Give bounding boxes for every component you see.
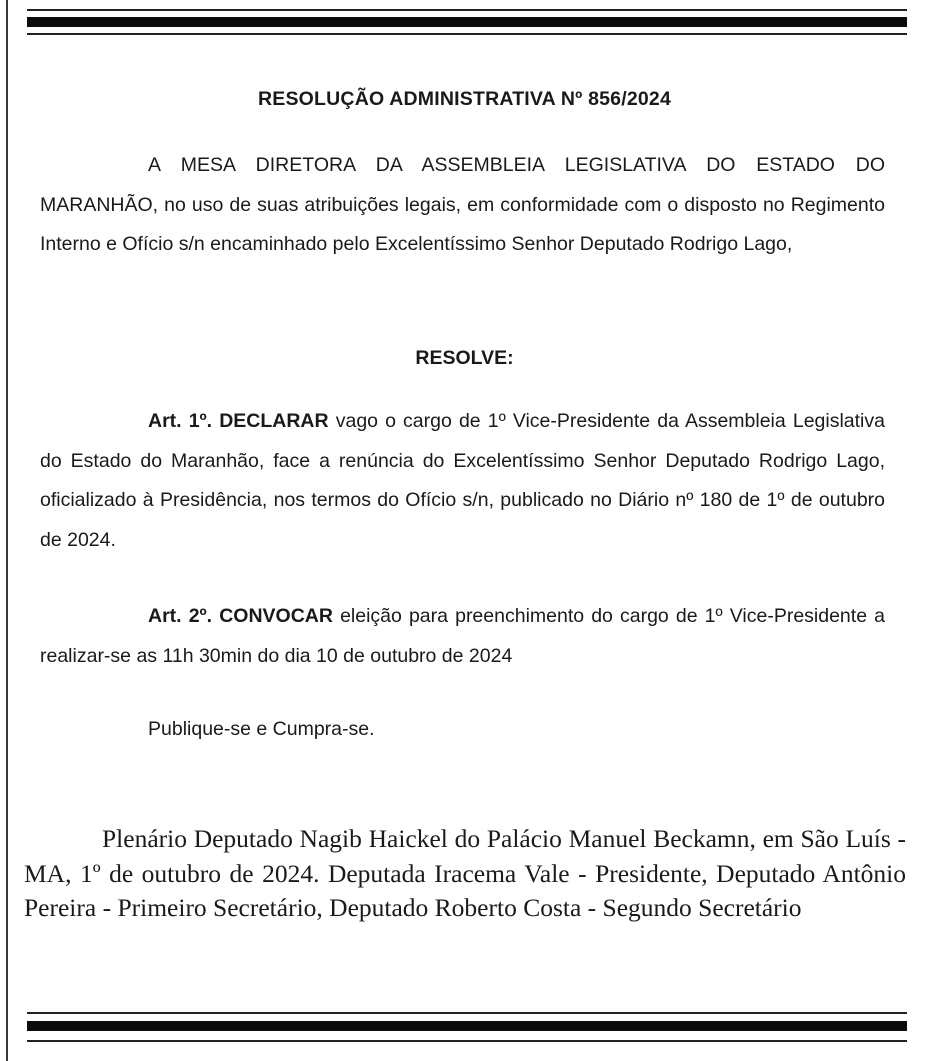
article-1-label: Art. 1º.: [148, 410, 213, 432]
article-1: [40, 402, 885, 560]
resolution-title: RESOLUÇÃO ADMINISTRATIVA Nº 856/2024: [257, 88, 672, 110]
top-rule-thin: [27, 9, 907, 11]
article-2-verb: CONVOCAR: [219, 605, 333, 627]
article-1-text: vago o cargo de 1º Vice-Presidente da Assembleia Legislativa do Estado do Maranhão, face a renúncia do Excelentíssimo Senhor Deputado Rodrigo Lago, oficializado à Presidência, nos termos do Ofício s/n, publicado no Diário nº 180 de 1º de outubro de 2024.: [40, 410, 885, 551]
bottom-rule-thick: [27, 1021, 907, 1031]
signature-block: Plenário Deputado Nagib Haickel do Palácio Manuel Beckamn, em São Luís - MA, 1º de outubro de 2024. Deputada Iracema Vale - Presidente, Deputado Antônio Pereira - Primeiro Secretário, Deputado Roberto Costa - Segundo Secretário: [24, 824, 906, 922]
article-2: [40, 597, 885, 676]
top-rule-thick: [27, 17, 907, 27]
top-rule-thin-lower: [27, 33, 907, 35]
preamble-paragraph: A MESA DIRETORA DA ASSEMBLEIA LEGISLATIVA DO ESTADO DO MARANHÃO, no uso de suas atribuições legais, em conformidade com o disposto no Regimento Interno e Ofício s/n encaminhado pelo Excelentíssimo Senhor Deputado Rodrigo Lago,: [40, 154, 885, 255]
closing-formula: Publique-se e Cumpra-se.: [148, 718, 375, 740]
article-2-text: eleição para preenchimento do cargo de 1º Vice-Presidente a realizar-se as 11h 30min do dia 10 de outubro de 2024: [40, 605, 885, 667]
left-margin-line: [6, 0, 8, 1061]
bottom-rule-thin-lower: [27, 1040, 907, 1042]
resolve-heading: RESOLVE:: [415, 347, 514, 369]
article-1-verb: DECLARAR: [219, 410, 329, 432]
bottom-rule-thin: [27, 1012, 907, 1014]
article-2-label: Art. 2º.: [148, 605, 213, 627]
